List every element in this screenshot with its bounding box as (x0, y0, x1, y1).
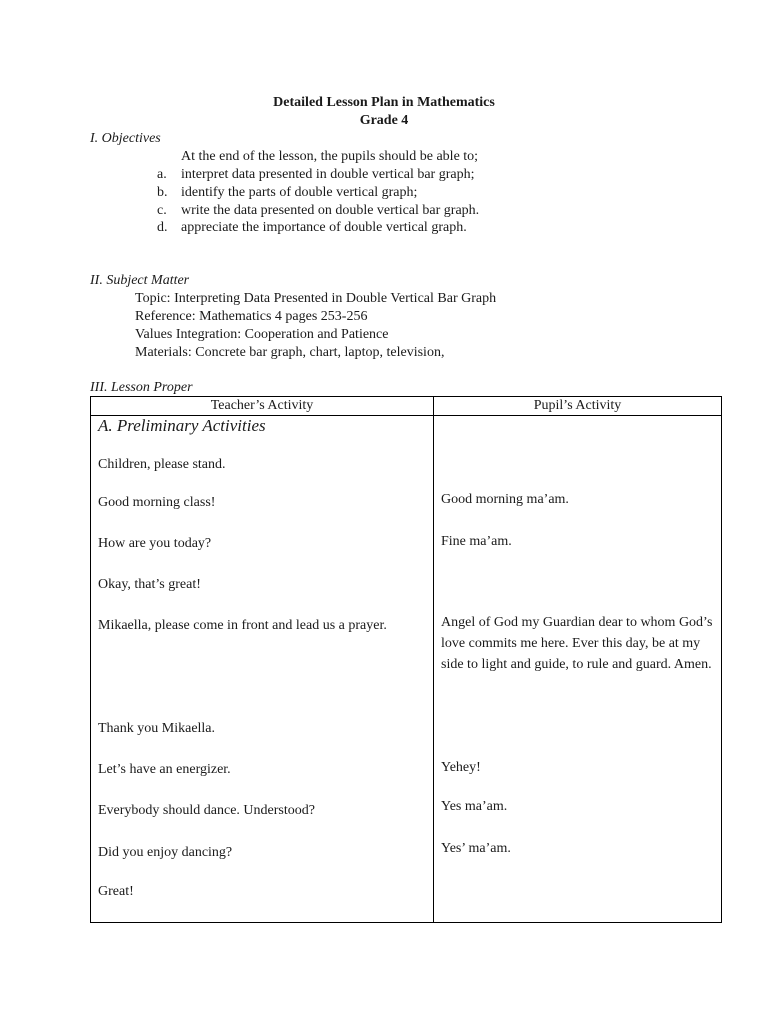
objective-text: interpret data presented in double vertical bar graph; (181, 167, 475, 182)
objective-text: identify the parts of double vertical graph; (181, 185, 418, 200)
objective-text: appreciate the importance of double vertical graph. (181, 220, 467, 235)
pupil-activity-header: Pupil’s Activity (533, 398, 622, 413)
pupil-line: Yes’ ma’am. (441, 841, 511, 856)
objective-text: write the data presented on double vertical bar graph. (181, 203, 480, 218)
subject-matter-heading: II. Subject Matter (90, 273, 190, 288)
teacher-line: Thank you Mikaella. (98, 721, 216, 736)
pupil-line: Fine ma’am. (441, 534, 512, 549)
objectives-heading: I. Objectives (90, 131, 161, 146)
lesson-table (90, 396, 722, 923)
teacher-activity-header: Teacher’s Activity (210, 398, 314, 413)
subject-materials: Materials: Concrete bar graph, chart, laptop, television, (135, 345, 445, 360)
pupil-line: Yes ma’am. (441, 799, 508, 814)
preliminary-activities-heading: A. Preliminary Activities (98, 416, 266, 435)
objective-letter: a. (157, 167, 167, 182)
teacher-line: Good morning class! (98, 495, 216, 510)
objective-letter: b. (157, 185, 168, 200)
subject-topic: Topic: Interpreting Data Presented in Double Vertical Bar Graph (135, 291, 497, 306)
document-title: Detailed Lesson Plan in Mathematics (273, 95, 495, 110)
teacher-line: Okay, that’s great! (98, 577, 201, 592)
pupil-prayer: Angel of God my Guardian dear to whom God’s love commits me here. Ever this day, be at my side to light and guide, to rule and guard. Amen. (441, 615, 713, 672)
subject-values: Values Integration: Cooperation and Patience (135, 327, 389, 342)
teacher-line: Great! (98, 884, 134, 899)
teacher-line: Everybody should dance. Understood? (98, 803, 315, 818)
document-grade: Grade 4 (359, 113, 409, 128)
teacher-line: Children, please stand. (98, 457, 226, 472)
objective-letter: d. (157, 220, 168, 235)
pupil-line: Good morning ma’am. (441, 492, 569, 507)
lesson-proper-heading: III. Lesson Proper (90, 380, 193, 395)
pupil-line: Yehey! (441, 760, 481, 775)
subject-reference: Reference: Mathematics 4 pages 253-256 (135, 309, 368, 324)
teacher-line: How are you today? (98, 536, 212, 551)
teacher-line: Mikaella, please come in front and lead us a prayer. (98, 618, 387, 633)
teacher-line: Let’s have an energizer. (98, 762, 231, 777)
column-divider (433, 397, 434, 922)
objective-letter: c. (157, 203, 167, 218)
objectives-intro: At the end of the lesson, the pupils should be able to; (181, 149, 479, 164)
teacher-line: Did you enjoy dancing? (98, 845, 233, 860)
